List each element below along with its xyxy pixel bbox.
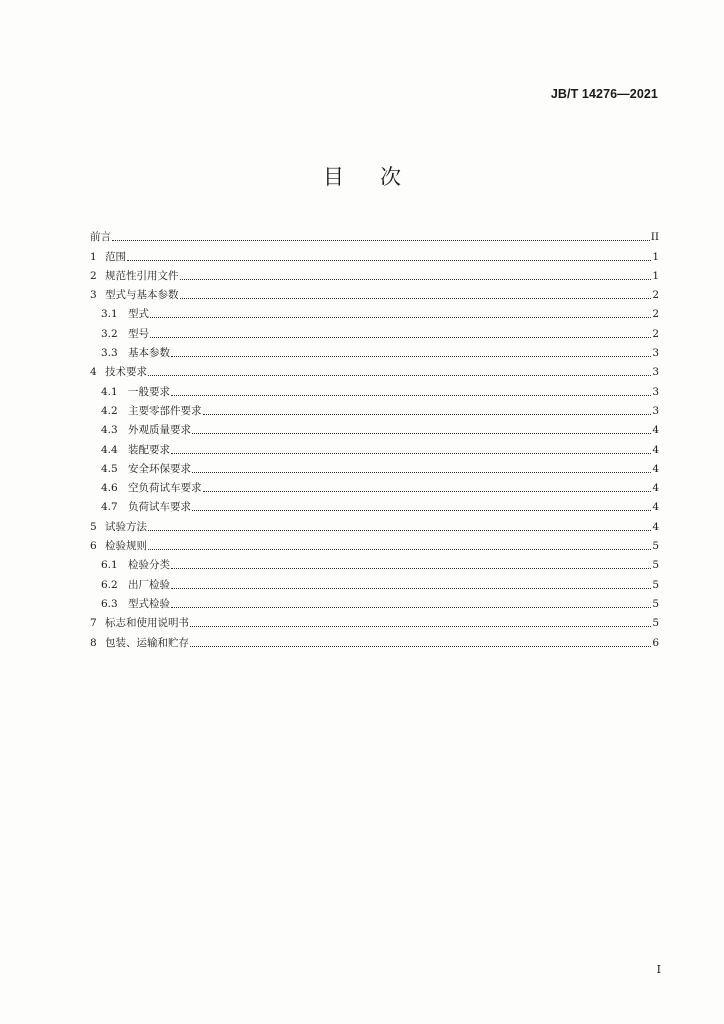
dot-leader [171, 568, 651, 569]
toc-entry-label: 范围 [105, 250, 126, 263]
toc-entry-page: 3 [652, 366, 659, 379]
toc-entry-number: 4.3 [101, 424, 118, 437]
dot-leader [171, 588, 651, 589]
dot-leader [171, 395, 651, 396]
toc-entry[interactable] [90, 399, 659, 418]
toc-entry-text [101, 386, 170, 399]
dot-leader [150, 317, 651, 318]
toc-entry-number: 3.2 [101, 327, 118, 340]
toc-entry-text [101, 328, 149, 341]
dot-leader [127, 260, 651, 261]
toc-entry-label: 规范性引用文件 [105, 269, 179, 282]
toc-entry[interactable] [90, 495, 659, 514]
dot-leader [148, 549, 651, 550]
toc-entry-number: 4.4 [101, 443, 118, 456]
toc-entry-label: 空负荷试车要求 [128, 482, 202, 495]
dot-leader [171, 356, 651, 357]
toc-entry-label: 型号 [128, 327, 149, 340]
toc-entry-label: 技术要求 [105, 366, 147, 379]
dot-leader [148, 375, 651, 376]
toc-entry[interactable] [90, 514, 659, 533]
toc-entry-text [101, 559, 170, 572]
toc-entry[interactable] [90, 264, 659, 283]
toc-entry[interactable] [90, 244, 659, 263]
dot-leader [180, 298, 652, 299]
toc-entry-label: 试验方法 [105, 520, 147, 533]
toc-entry-label: 检验规则 [105, 540, 147, 553]
toc-entry-text [90, 289, 179, 302]
toc-entry-page: 4 [652, 501, 659, 514]
toc-entry[interactable] [90, 302, 659, 321]
toc-entry-text [90, 617, 189, 630]
dot-leader [192, 510, 651, 511]
toc-entry-text [101, 482, 202, 495]
toc-entry[interactable] [90, 592, 659, 611]
toc-entry-label: 外观质量要求 [128, 424, 191, 437]
dot-leader [171, 607, 651, 608]
toc-entry-number: 6.1 [101, 559, 118, 572]
toc-entry[interactable] [90, 225, 659, 244]
dot-leader [171, 453, 651, 454]
toc-entry-text [101, 598, 170, 611]
toc-entry[interactable] [90, 341, 659, 360]
toc-entry[interactable] [90, 611, 659, 630]
toc-entry-text [90, 231, 111, 244]
toc-title: 目次 [323, 165, 437, 189]
toc-entry-text [90, 251, 126, 264]
page-number: I [656, 963, 661, 976]
toc-entry-number: 3 [90, 289, 97, 302]
toc-entry[interactable] [90, 534, 659, 553]
toc-entry-number: 5 [90, 520, 97, 533]
toc-entry-number: 4.5 [101, 462, 118, 475]
toc-entry[interactable] [90, 630, 659, 649]
toc-entry-label: 包装、运输和贮存 [105, 636, 189, 649]
toc-entry-label: 安全环保要求 [128, 462, 191, 475]
toc-entry-number: 6.2 [101, 578, 118, 591]
toc-entry-number: 4.1 [101, 385, 118, 398]
toc-entry-label: 出厂检验 [128, 578, 170, 591]
toc-entry-page: 4 [652, 462, 659, 475]
dot-leader [180, 279, 652, 280]
toc-entry-text [90, 521, 147, 534]
toc-entry-page: 4 [652, 424, 659, 437]
dot-leader [150, 337, 651, 338]
toc-entry-page: 6 [652, 636, 659, 649]
table-of-contents [90, 225, 659, 650]
toc-entry-number: 2 [90, 269, 97, 282]
toc-entry-page: II [650, 231, 659, 244]
toc-entry-page: 4 [652, 443, 659, 456]
toc-entry[interactable] [90, 283, 659, 302]
toc-entry-page: 3 [652, 385, 659, 398]
toc-entry-label: 一般要求 [128, 385, 170, 398]
toc-entry-page: 1 [652, 250, 659, 263]
toc-entry-label: 主要零部件要求 [128, 404, 202, 417]
dot-leader [192, 472, 651, 473]
toc-entry-page: 5 [652, 559, 659, 572]
toc-entry-label: 型式 [128, 308, 149, 321]
toc-entry[interactable] [90, 553, 659, 572]
toc-entry-number: 3.1 [101, 308, 118, 321]
toc-entry-page: 4 [652, 520, 659, 533]
toc-entry-number: 4.6 [101, 482, 118, 495]
toc-entry-label: 型式与基本参数 [105, 289, 179, 302]
toc-entry[interactable] [90, 360, 659, 379]
toc-entry[interactable] [90, 379, 659, 398]
toc-entry-label: 检验分类 [128, 559, 170, 572]
toc-entry[interactable] [90, 321, 659, 340]
toc-entry-text [101, 347, 170, 360]
toc-entry-text [90, 270, 179, 283]
dot-leader [190, 626, 651, 627]
toc-entry[interactable] [90, 418, 659, 437]
toc-entry-text [101, 579, 170, 592]
dot-leader [192, 433, 651, 434]
toc-entry-number: 1 [90, 250, 97, 263]
toc-entry-page: 1 [652, 269, 659, 282]
toc-entry-number: 3.3 [101, 347, 118, 360]
toc-entry-page: 2 [652, 327, 659, 340]
toc-entry-text [101, 501, 191, 514]
toc-entry[interactable] [90, 572, 659, 591]
toc-entry-number: 7 [90, 617, 97, 630]
toc-entry-text [101, 424, 191, 437]
toc-entry-text [101, 405, 202, 418]
toc-entry-label: 前言 [90, 231, 111, 244]
toc-entry[interactable] [90, 476, 659, 495]
toc-entry[interactable] [90, 457, 659, 476]
toc-entry-page: 3 [652, 347, 659, 360]
toc-entry-text [90, 540, 147, 553]
toc-entry-page: 2 [652, 289, 659, 302]
toc-entry-label: 装配要求 [128, 443, 170, 456]
toc-entry-text [101, 308, 149, 321]
toc-entry-page: 2 [652, 308, 659, 321]
toc-entry[interactable] [90, 437, 659, 456]
toc-entry-number: 4.7 [101, 501, 118, 514]
toc-entry-text [90, 637, 189, 650]
toc-entry-label: 型式检验 [128, 597, 170, 610]
toc-entry-page: 5 [652, 540, 659, 553]
toc-entry-number: 8 [90, 636, 97, 649]
toc-entry-page: 5 [652, 578, 659, 591]
dot-leader [112, 240, 650, 241]
toc-entry-text [101, 463, 191, 476]
toc-entry-page: 4 [652, 482, 659, 495]
toc-entry-label: 标志和使用说明书 [105, 617, 189, 630]
document-code: JB/T 14276—2021 [550, 87, 658, 101]
toc-entry-text [90, 366, 147, 379]
dot-leader [203, 491, 652, 492]
toc-entry-page: 3 [652, 404, 659, 417]
toc-entry-number: 4 [90, 366, 97, 379]
dot-leader [148, 530, 651, 531]
toc-entry-text [101, 444, 170, 457]
dot-leader [203, 414, 652, 415]
dot-leader [190, 646, 651, 647]
toc-entry-label: 基本参数 [128, 347, 170, 360]
toc-entry-number: 6.3 [101, 597, 118, 610]
toc-entry-number: 4.2 [101, 404, 118, 417]
toc-entry-number: 6 [90, 540, 97, 553]
toc-entry-page: 5 [652, 617, 659, 630]
toc-entry-label: 负荷试车要求 [128, 501, 191, 514]
toc-entry-page: 5 [652, 597, 659, 610]
